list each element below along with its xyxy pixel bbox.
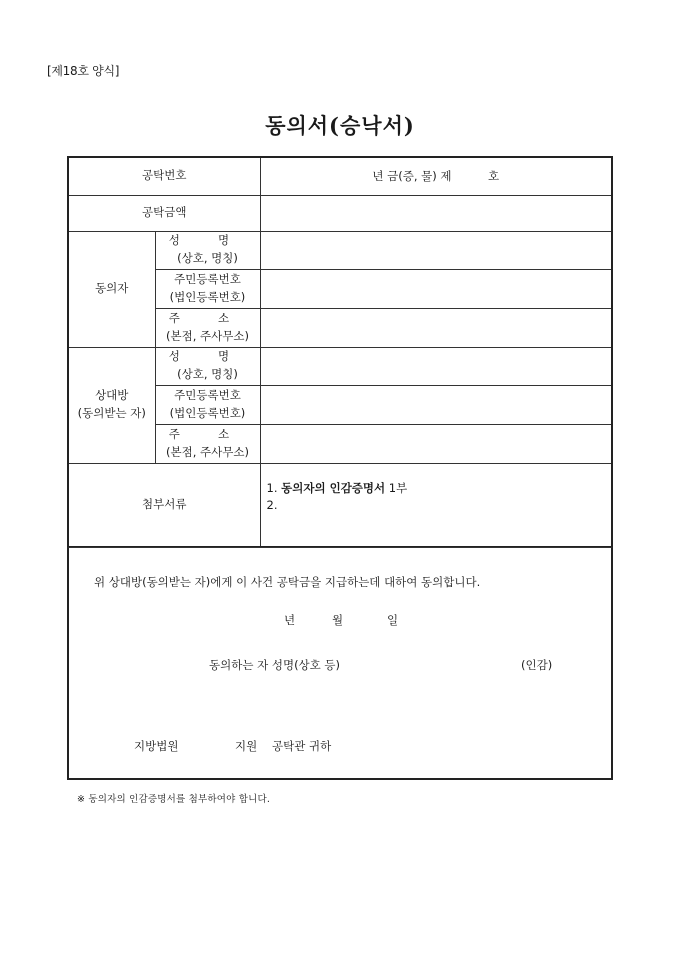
counterparty-id-label: 주민등록번호 (법인등록번호) — [155, 385, 260, 424]
counterparty-address-label: 주 소 (본점, 주사무소) — [155, 424, 260, 463]
declaration-section — [67, 547, 613, 780]
date-year-label: 년 — [284, 613, 296, 627]
attachment-item-2: 2. — [266, 497, 278, 512]
consenter-name-field[interactable] — [260, 231, 612, 269]
counterparty-label: 상대방 (동의받는 자) — [68, 347, 155, 463]
consent-form-table — [67, 156, 613, 548]
deposit-number-row — [68, 157, 612, 195]
deposit-amount-label: 공탁금액 — [68, 195, 260, 231]
signer-name-label: 동의하는 자 성명(상호 등) — [209, 658, 341, 672]
seal-label: (인감) — [521, 658, 553, 672]
consenter-name-row — [68, 231, 612, 269]
counterparty-id-field[interactable] — [260, 385, 612, 424]
date-month-label: 월 — [332, 613, 344, 627]
consenter-name-label: 성 명 (상호, 명칭) — [155, 231, 260, 269]
document-title: 동의서(승낙서) — [265, 113, 415, 138]
consent-statement: 위 상대방(동의받는 자)에게 이 사건 공탁금을 지급하는데 대하여 동의합니다. — [94, 575, 481, 589]
date-day-label: 일 — [387, 613, 399, 627]
district-court-label: 지방법원 — [134, 739, 179, 753]
attachments-row — [68, 463, 612, 547]
branch-court-label: 지원 — [235, 739, 258, 753]
attachments-field[interactable] — [260, 463, 612, 547]
deposit-amount-field[interactable] — [260, 195, 612, 231]
consenter-label: 동의자 — [68, 231, 155, 347]
deposit-officer-label: 공탁관 귀하 — [272, 739, 332, 753]
deposit-number-field[interactable]: 년 금(증, 물) 제 호 — [260, 157, 612, 195]
counterparty-name-field[interactable] — [260, 347, 612, 385]
consenter-address-label: 주 소 (본점, 주사무소) — [155, 308, 260, 347]
consenter-id-field[interactable] — [260, 269, 612, 308]
footnote: ※ 동의자의 인감증명서를 첨부하여야 합니다. — [77, 794, 271, 805]
deposit-amount-row — [68, 195, 612, 231]
form-number-label: [제18호 양식] — [47, 64, 120, 78]
consenter-id-label: 주민등록번호 (법인등록번호) — [155, 269, 260, 308]
counterparty-address-field[interactable] — [260, 424, 612, 463]
attachments-label: 첨부서류 — [68, 463, 260, 547]
consenter-address-field[interactable] — [260, 308, 612, 347]
counterparty-name-label: 성 명 (상호, 명칭) — [155, 347, 260, 385]
counterparty-name-row — [68, 347, 612, 385]
attachment-item-1: 1. 동의자의 인감증명서 1부 — [266, 480, 408, 495]
deposit-number-label: 공탁번호 — [68, 157, 260, 195]
